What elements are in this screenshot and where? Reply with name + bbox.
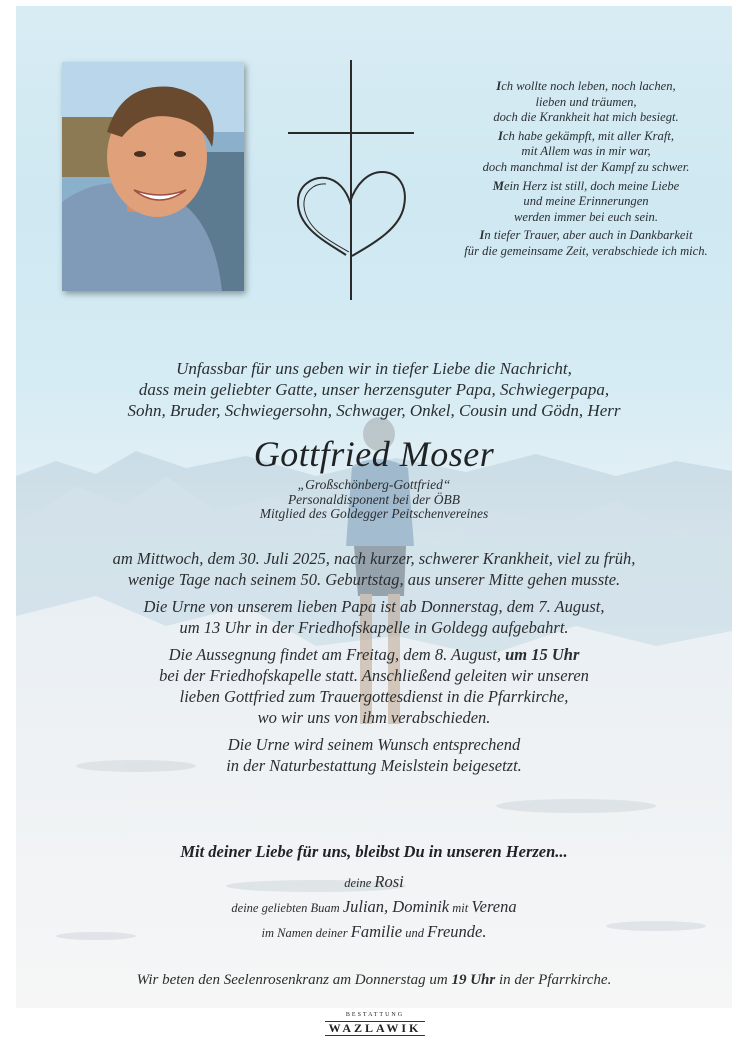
- motto: Mit deiner Liebe für uns, bleibst Du in unseren Herzen...: [180, 842, 568, 861]
- poem-line: Ich wollte noch leben, noch lachen,: [496, 79, 676, 93]
- urn-paragraph: Die Urne von unserem lieben Papa ist ab Donnerstag, dem 7. August, um 13 Uhr in der Friedhofskapelle in Goldegg aufgebahrt.: [143, 597, 605, 637]
- deceased-details: [16, 478, 732, 522]
- intro-line: dass mein geliebter Gatte, unser herzensguter Papa, Schwiegerpapa,: [138, 380, 610, 399]
- club-membership: Mitglied des Goldegger Peitschenvereines: [259, 506, 489, 521]
- rosary-notice: Wir beten den Seelenrosenkranz am Donnerstag um 19 Uhr in der Pfarrkirche.: [136, 972, 612, 988]
- intro-text: [16, 358, 732, 421]
- death-paragraph: am Mittwoch, dem 30. Juli 2025, nach kurzer, schwerer Krankheit, viel zu früh, wenige Tage nach seinem 50. Geburtstag, aus unserer Mitte gehen musste.: [112, 549, 636, 589]
- announcement-body: [16, 548, 732, 782]
- poem-line: für die gemeinsame Zeit, verabschiede ich mich.: [464, 243, 708, 258]
- poem-line: doch die Krankheit hat mich besiegt.: [493, 110, 679, 125]
- portrait-photo: [62, 62, 244, 291]
- blessing-paragraph: Die Aussegnung findet am Freitag, dem 8. August, um 15 Uhr bei der Friedhofskapelle statt. Anschließend geleiten wir unseren lieben Gottfried zum Trauergottesdienst in die Pfarrkirche, wo wir uns von ihm verabschieden.: [159, 645, 589, 727]
- burial-paragraph: Die Urne wird seinem Wunsch entsprechend in der Naturbestattung Meislstein beigesetzt.: [226, 735, 522, 775]
- poem-line: lieben und träumen,: [535, 94, 637, 109]
- poem-line: Ich habe gekämpft, mit aller Kraft,: [498, 128, 674, 143]
- poem-line: mit Allem was in mir war,: [521, 144, 651, 159]
- parte-sheet: [16, 6, 732, 1008]
- poem: [440, 79, 732, 263]
- deceased-name: Gottfried Moser: [253, 434, 495, 474]
- poem-line: werden immer bei euch sein.: [514, 209, 658, 224]
- occupation: Personaldisponent bei der ÖBB: [287, 491, 461, 507]
- nickname: „Großschönberg-Gottfried“: [297, 477, 451, 492]
- cross-heart-icon: [286, 60, 416, 306]
- family-signature: deine Rosi deine geliebten Buam Julian, Dominik mit Verena im Namen deiner Familie und Freunde.: [231, 872, 517, 941]
- intro-line: Sohn, Bruder, Schwiegersohn, Schwager, Onkel, Cousin und Gödn, Herr: [127, 401, 621, 420]
- poem-line: und meine Erinnerungen: [523, 194, 649, 209]
- poem-line: Mein Herz ist still, doch meine Liebe: [492, 178, 680, 193]
- funeral-home-logo: BESTATTUNG WAZLAWIK: [300, 1012, 450, 1038]
- poem-line: In tiefer Trauer, aber auch in Dankbarkeit: [479, 228, 693, 243]
- intro-line: Unfassbar für uns geben wir in tiefer Liebe die Nachricht,: [176, 359, 572, 378]
- poem-line: doch manchmal ist der Kampf zu schwer.: [482, 159, 690, 174]
